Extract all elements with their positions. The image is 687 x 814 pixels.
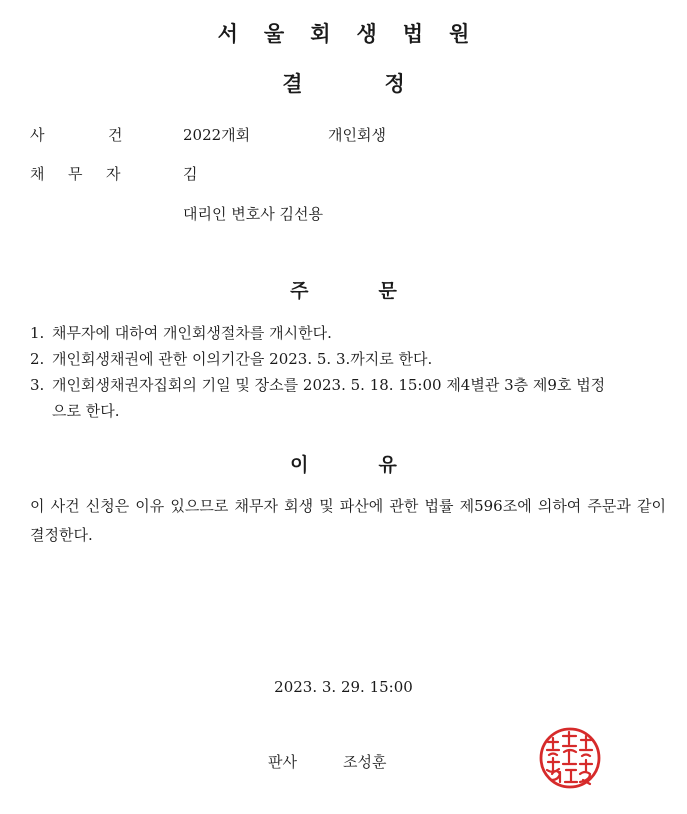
case-type: 개인회생: [328, 126, 386, 144]
order-item-text: 개인회생채권에 관한 이의기간을 2023. 5. 3.까지로 한다.: [52, 350, 433, 368]
case-number: 2022개회: [183, 126, 251, 144]
judge-seal-stamp: [536, 722, 604, 794]
debtor-label-char-1: 채: [30, 165, 45, 183]
reason-text: 이 사건 신청은 이유 있으므로 채무자 회생 및 파산에 관한 법률 제596조에 의하여 주문과 같이 결정한다.: [30, 497, 666, 544]
case-label: [30, 124, 146, 145]
case-label-char-1: 사: [30, 126, 45, 144]
order-title-char-1: 주: [290, 280, 309, 302]
document-type-char-2: 정: [384, 72, 405, 96]
order-item-3: [30, 374, 605, 395]
judge-signature-line: [268, 751, 386, 772]
decision-date: 2023. 3. 29. 15:00: [274, 678, 413, 696]
case-label-char-2: 건: [108, 126, 123, 144]
order-item-1: [30, 322, 332, 343]
order-title-char-2: 문: [378, 280, 397, 302]
order-item-number: 1.: [30, 324, 45, 342]
debtor-label-char-2: 무: [68, 165, 83, 183]
debtor-agent: 대리인 변호사 김선용: [183, 205, 323, 223]
debtor-name: 김: [183, 165, 198, 183]
order-title: [0, 276, 687, 303]
judge-title: 판사: [268, 753, 297, 771]
order-item-text: 개인회생채권자집회의 기일 및 장소를 2023. 5. 18. 15:00 제4별관 3층 제9호 법정: [52, 376, 606, 394]
order-item-3-continuation: 으로 한다.: [52, 402, 120, 420]
document-type: [0, 68, 687, 98]
order-item-number: 3.: [30, 376, 45, 394]
order-item-text: 채무자에 대하여 개인회생절차를 개시한다.: [52, 324, 332, 342]
reason-title: [0, 450, 687, 477]
reason-title-char-1: 이: [290, 454, 309, 476]
judge-name: 조성훈: [342, 753, 387, 771]
order-item-2: [30, 348, 432, 369]
court-name: 서울회생법원: [217, 22, 496, 46]
order-item-number: 2.: [30, 350, 45, 368]
reason-title-char-2: 유: [378, 454, 397, 476]
debtor-label-char-3: 자: [106, 165, 121, 183]
document-type-char-1: 결: [282, 72, 303, 96]
debtor-label: [30, 163, 144, 184]
